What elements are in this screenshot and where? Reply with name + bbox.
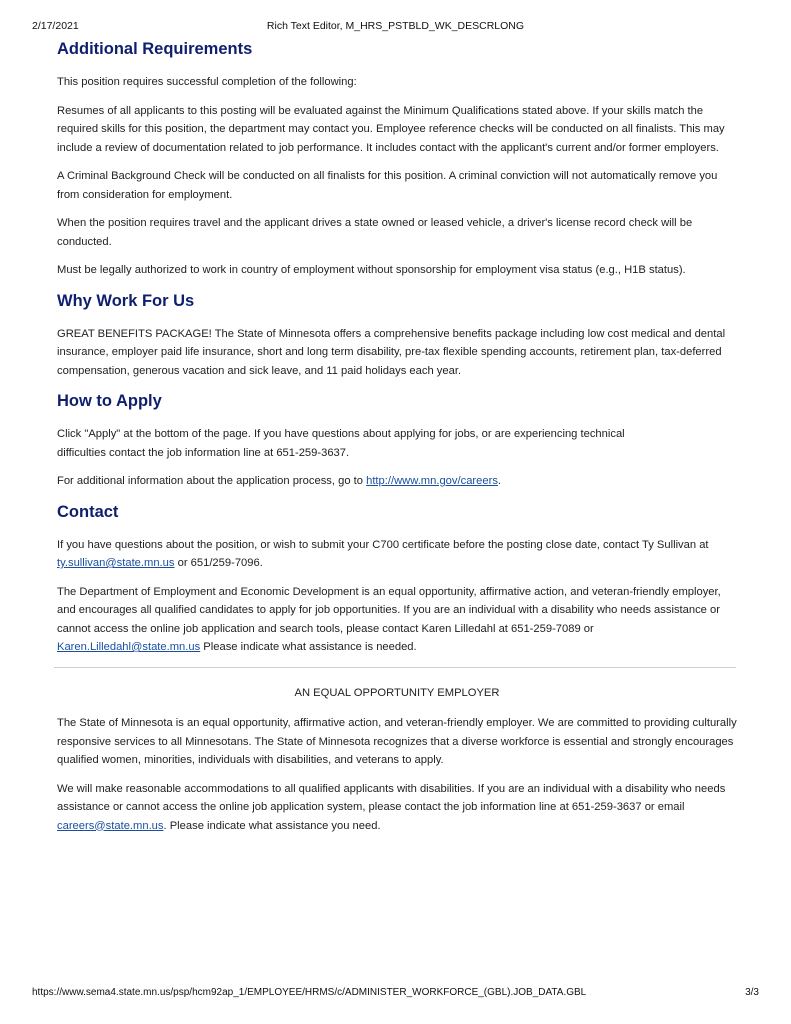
- heading-equal-opportunity-employer: AN EQUAL OPPORTUNITY EMPLOYER: [294, 686, 500, 699]
- text: We will make reasonable accommodations to all qualified applicants with disabilities. If you are an individual with a disability who needs assistance or cannot access the online job application system, please contact the job information line at 651-259-3637 or email: [57, 782, 726, 813]
- section-equal-opportunity: [57, 684, 737, 836]
- document-body: [57, 38, 737, 845]
- text: or 651/259-7096.: [174, 557, 263, 569]
- ty-sullivan-email-link[interactable]: ty.sullivan@state.mn.us: [57, 557, 175, 569]
- text: .: [497, 475, 502, 487]
- paragraph: Resumes of all applicants to this posting will be evaluated against the Minimum Qualifications stated above. If your skills match the required skills for this position, the department may contact you. Employee reference checks will be conducted on all finalists. This may include a review of documentation related to job performance. It includes contact with the applicant's current and/or former employers.: [57, 104, 725, 154]
- karen-lilledahl-email-link[interactable]: Karen.Lilledahl@state.mn.us: [57, 641, 201, 653]
- paragraph: [57, 425, 737, 462]
- print-footer: [32, 987, 759, 1001]
- heading-why-work-for-us: Why Work For Us: [57, 291, 195, 310]
- heading-additional-requirements: Additional Requirements: [57, 40, 253, 58]
- paragraph: [57, 780, 737, 836]
- section-why-work-for-us: [57, 290, 737, 381]
- text: If you have questions about the position, or wish to submit your C700 certificate before the posting close date, contact Ty Sullivan at: [57, 538, 709, 551]
- print-title: Rich Text Editor, M_HRS_PSTBLD_WK_DESCRLONG: [266, 20, 525, 32]
- paragraph: When the position requires travel and the applicant drives a state owned or leased vehicle, a driver's license record check will be conducted.: [57, 217, 693, 248]
- paragraph: A Criminal Background Check will be conducted on all finalists for this position. A criminal conviction will not automatically remove you from consideration for employment.: [57, 170, 718, 201]
- text: The Department of Employment and Economic Development is an equal opportunity, affirmative action, and veteran-friendly employer, and encourages all qualified candidates to apply for job opportunities. If you are an individual with a disability who needs assistance or cannot access the online job application and search tools, please contact Karen Lilledahl at 651-259-7089 or: [57, 585, 721, 635]
- paragraph: [57, 472, 737, 491]
- section-how-to-apply: [57, 390, 737, 491]
- paragraph: Must be legally authorized to work in country of employment without sponsorship for employment visa status (e.g., H1B status).: [57, 264, 686, 276]
- print-date: 2/17/2021: [32, 20, 79, 32]
- paragraph: GREAT BENEFITS PACKAGE! The State of Minnesota offers a comprehensive benefits package including low cost medical and dental insurance, employer paid life insurance, short and long term disability, pre-tax flexible spending accounts, retirement plan, tax-deferred compensation, generous vacation and sick leave, and 11 paid holidays each year.: [57, 327, 726, 377]
- careers-link[interactable]: http://www.mn.gov/careers: [366, 475, 498, 487]
- text: Please indicate what assistance is needed.: [200, 641, 417, 653]
- page-number: 3/3: [745, 987, 759, 998]
- paragraph: [57, 536, 737, 573]
- text: Click "Apply" at the bottom of the page. If you have questions about applying for jobs, or are experiencing technical: [57, 428, 625, 440]
- paragraph: The State of Minnesota is an equal opportunity, affirmative action, and veteran-friendly employer. We are committed to providing culturally responsive services to all Minnesotans. The State of Minnesota recognizes that a diverse workforce is essential and strongly encourages qualified women, minorities, individuals with disabilities, and veterans to apply.: [57, 717, 737, 766]
- heading-how-to-apply: How to Apply: [57, 392, 162, 410]
- print-header: [32, 20, 759, 34]
- text: For additional information about the application process, go to: [57, 475, 367, 487]
- paragraph: This position requires successful completion of the following:: [57, 76, 357, 88]
- text: . Please indicate what assistance you need.: [163, 819, 381, 832]
- section-additional-requirements: [57, 38, 737, 280]
- text: difficulties contact the job information line at 651-259-3637.: [57, 446, 350, 459]
- print-url: https://www.sema4.state.mn.us/psp/hcm92ap_1/EMPLOYEE/HRMS/c/ADMINISTER_WORKFORCE_(GBL).JOB_DATA.GBL: [32, 987, 587, 998]
- section-contact: [57, 501, 737, 657]
- divider: [54, 667, 736, 668]
- heading-contact: Contact: [57, 502, 119, 521]
- careers-email-link[interactable]: careers@state.mn.us: [57, 819, 164, 832]
- paragraph: [57, 583, 737, 657]
